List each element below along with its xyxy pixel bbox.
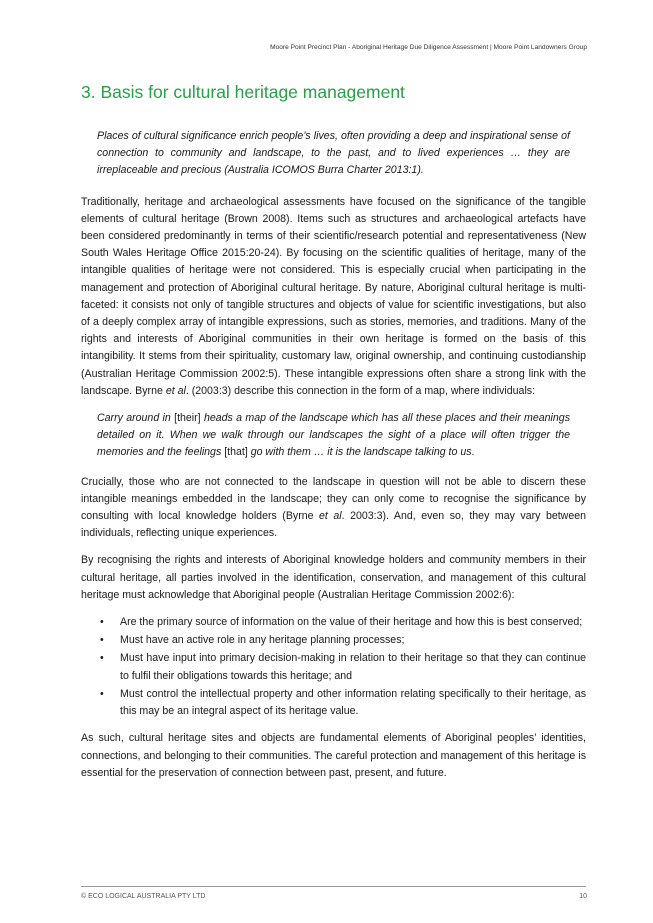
paragraph-conclusion: As such, cultural heritage sites and objects are fundamental elements of Aboriginal peoples’ identities, connections, and belonging to their communities. The careful protection and management of this heritage is essential for the preservation of connection between past, present, and future. <box>81 732 586 779</box>
bullet-icon: • <box>100 687 104 700</box>
paragraph-traditional-assessments <box>81 194 586 400</box>
bullet-icon: • <box>100 634 104 647</box>
para2-text-a: Crucially, those who are not connected to the landscape in question will not be able to discern these intangible meanings embedded in the landscape; they can only come to recognise the significance by consulting with local knowledge holders (Byrne <box>81 475 586 523</box>
quote2-part-c: heads a map of the landscape which has all these places and their meanings detailed on it. When we walk through our landscapes the sight of a place will often trigger the memories and the feelings <box>97 412 570 459</box>
section-title: 3. Basis for cultural heritage management <box>81 82 405 102</box>
quote2-insert-their: [their] <box>174 412 201 425</box>
footer-divider <box>81 886 586 887</box>
list-item <box>81 614 586 631</box>
footer-copyright: © ECO LOGICAL AUSTRALIA PTY LTD <box>81 893 206 900</box>
bullet-icon: • <box>100 652 104 665</box>
quote2-part-e: go with them … it is the landscape talking to us <box>247 446 472 459</box>
list-item <box>81 686 586 720</box>
list-item-text: Are the primary source of information on the value of their heritage and how this is best conserved; <box>120 616 583 629</box>
bullet-icon: • <box>100 616 104 629</box>
list-item <box>81 650 586 684</box>
para1-et-al: et al <box>165 384 186 397</box>
page-number: 10 <box>579 893 587 900</box>
burra-charter-quote: Places of cultural significance enrich people’s lives, often providing a deep and inspirational sense of connection to community and landscape, to the past, and to lived experiences … they are irreplaceable and precious (Australia ICOMOS Burra Charter 2013:1). <box>97 130 570 177</box>
page-body <box>81 128 586 792</box>
para1-text-a: Traditionally, heritage and archaeological assessments have focused on the significance of the tangible elements of cultural heritage (Brown 2008). Items such as structures and archaeological artefacts have been considered predominantly in terms of their scientific/research potential and representativeness (New South Wales Heritage Office 2015:20-24). By focusing on the scientific qualities of heritage, many of the intangible qualities of heritage were not considered. This is especially crucial when participating in the management and protection of Aboriginal cultural heritage. By nature, Aboriginal cultural heritage is multi-faceted: it consists not only of tangible structures and objects of value for scientific investigations, but also of a deeply complex array of intangible expressions, such as stories, memories, and traditions. Many of the rights and interests of Aboriginal communities in their own heritage is formed on the basis of this intangibility. It stems from their spirituality, customary law, original ownership, and continuing custodianship (Australian Heritage Commission 2002:5). These intangible expressions often share a strong link with the landscape. Byrne <box>81 195 586 397</box>
paragraph-recognising-rights: By recognising the rights and interests of Aboriginal knowledge holders and community members in their cultural heritage, all parties involved in the identification, conservation, and management of this cultural heritage must acknowledge that Aboriginal people (Australian Heritage Commission 2002:6): <box>81 554 586 601</box>
list-item-text: Must have an active role in any heritage planning processes; <box>120 634 405 647</box>
quote2-part-a: Carry around in <box>97 412 175 425</box>
para1-text-b: . (2003:3) describe this connection in the form of a map, where individuals: <box>185 384 536 397</box>
quote2-insert-that: [that] <box>224 446 248 459</box>
list-item-text: Must control the intellectual property and other information relating specifically to their heritage, as this may be an integral aspect of its heritage value. <box>120 687 586 718</box>
para2-text-b: . 2003:3). And, even so, they may vary between individuals, reflecting unique experiences. <box>81 510 587 540</box>
byrne-quote <box>97 410 570 462</box>
paragraph-local-knowledge <box>81 474 586 543</box>
quote2-period: . <box>471 446 475 459</box>
running-header: Moore Point Precinct Plan - Aboriginal Heritage Due Diligence Assessment | Moore Point Landowners Group <box>270 44 587 51</box>
acknowledgement-list <box>81 614 586 720</box>
list-item <box>81 632 586 649</box>
para2-et-al: et al <box>319 510 342 523</box>
list-item-text: Must have input into primary decision-making in relation to their heritage so that they can continue to fulfil their obligations towards this heritage; and <box>120 652 586 682</box>
